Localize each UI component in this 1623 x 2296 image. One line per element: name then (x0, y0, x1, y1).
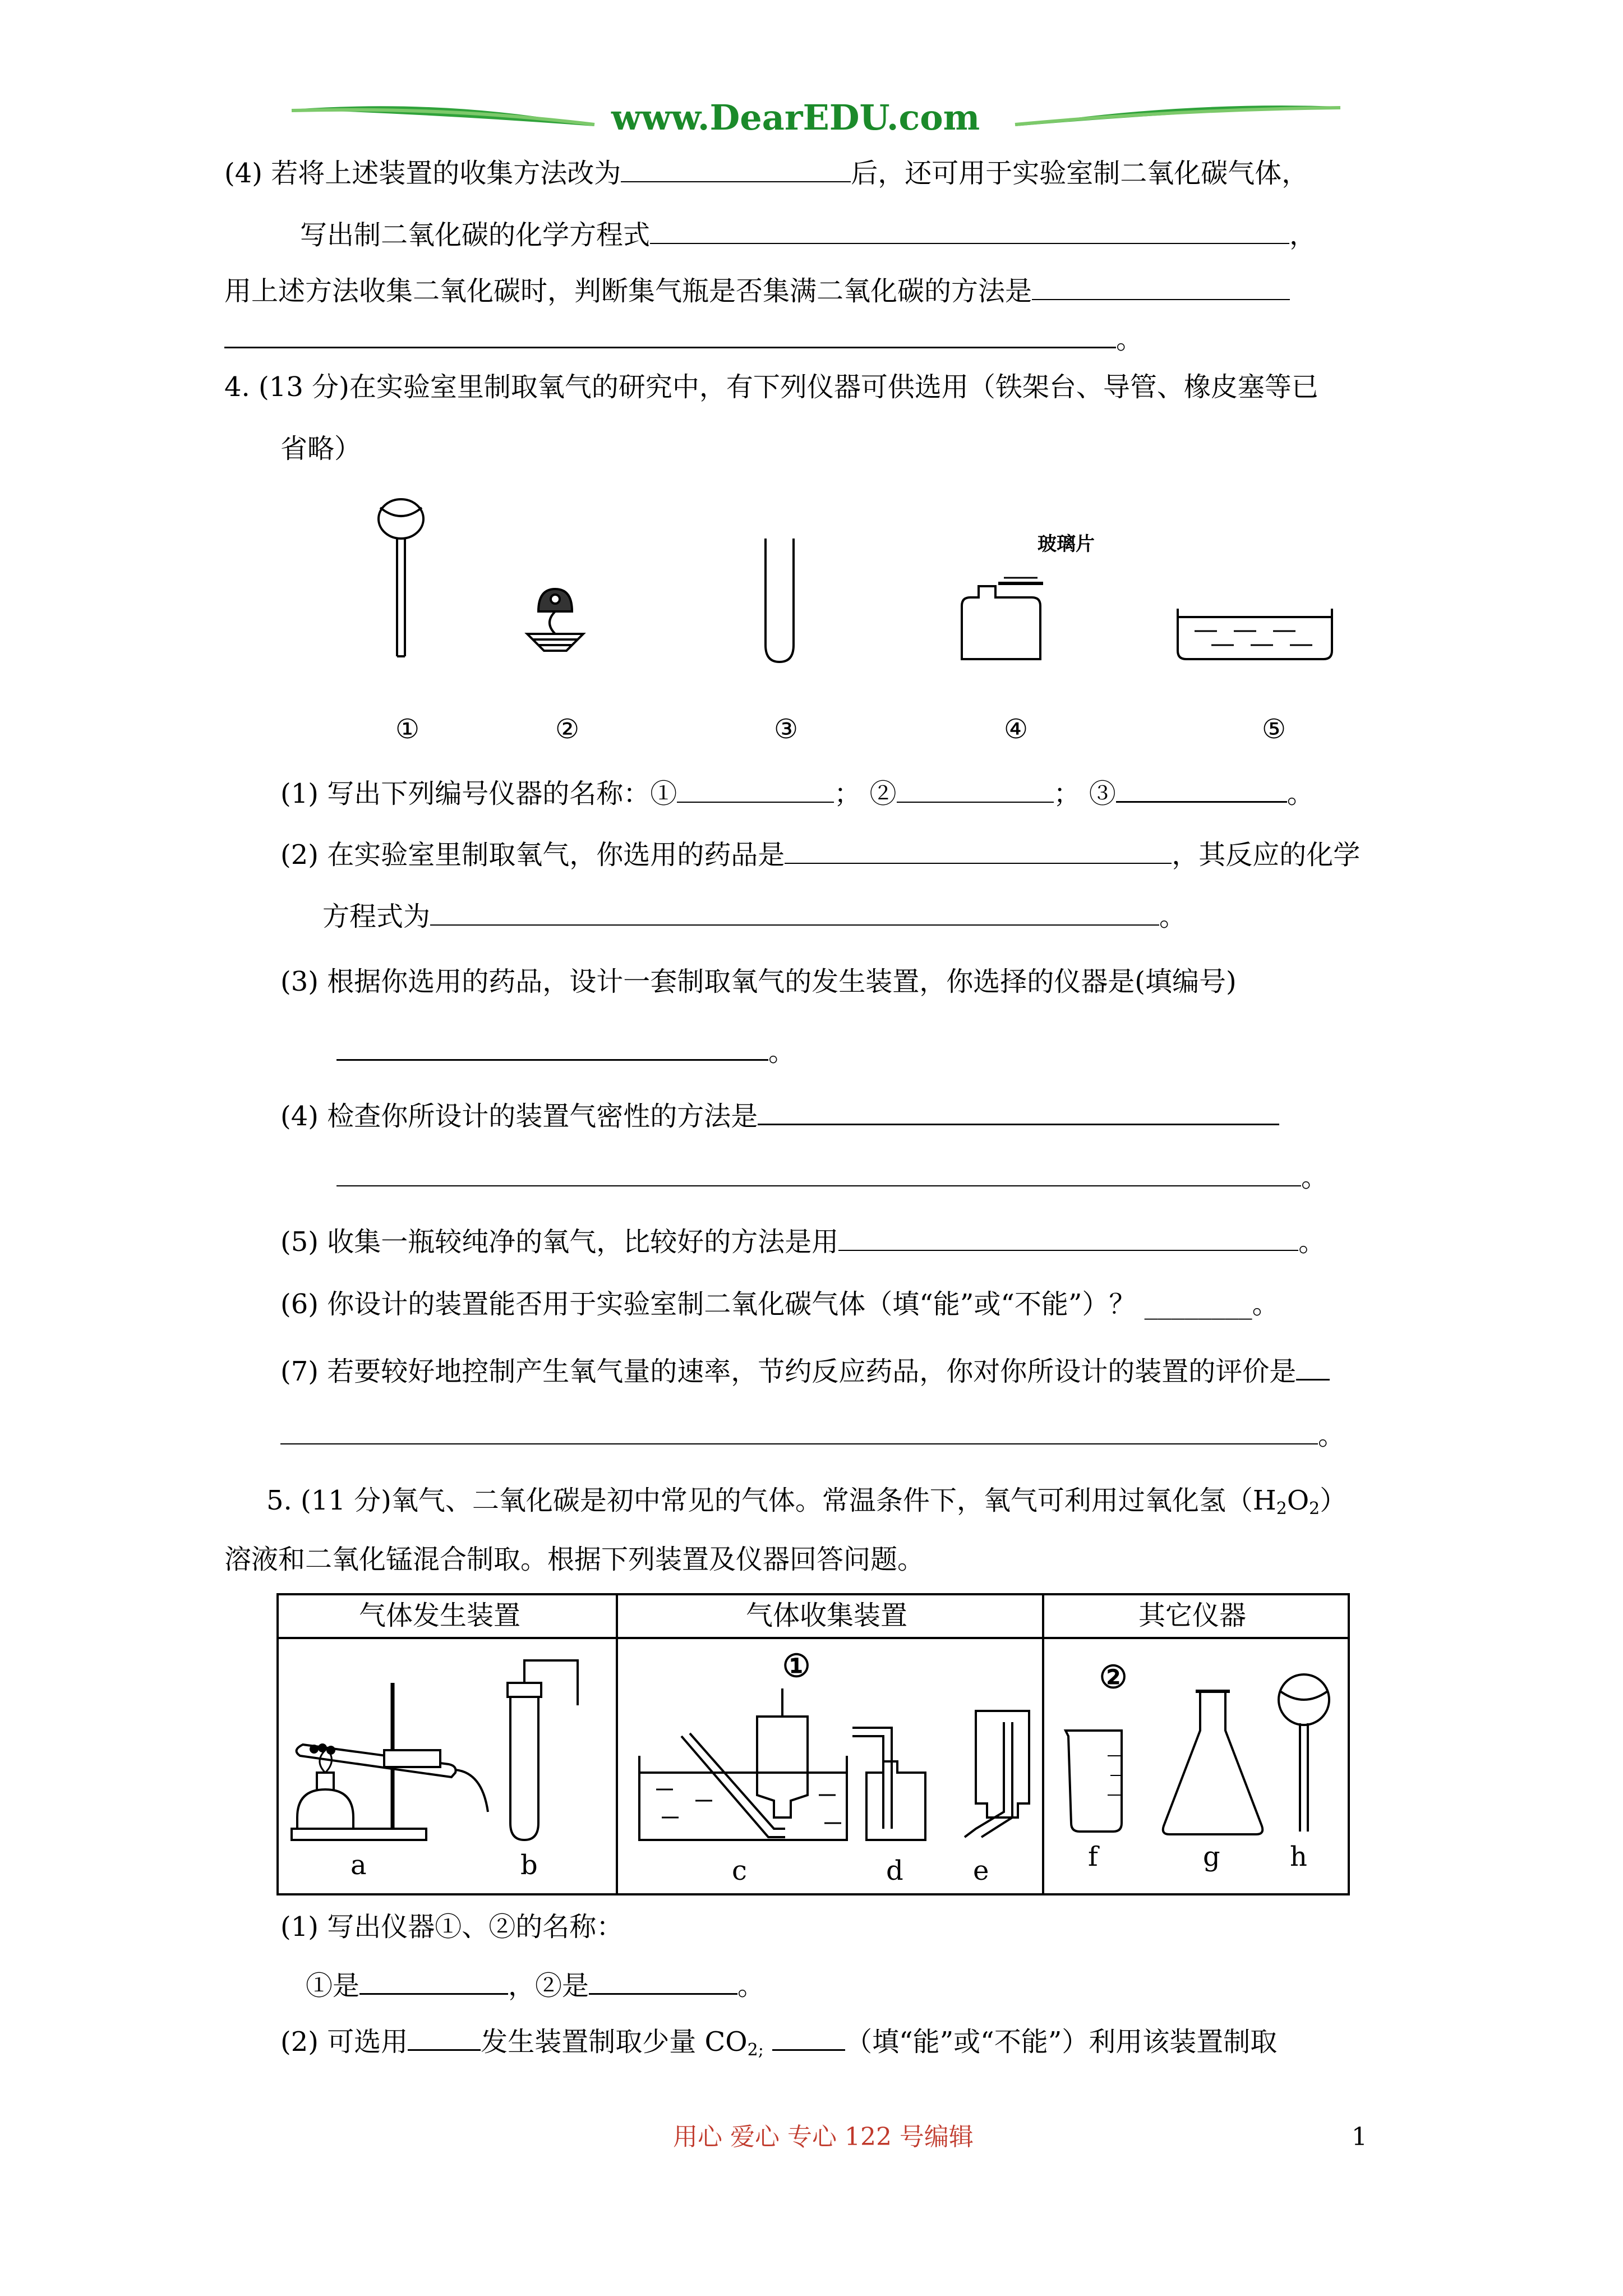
test-tube-figure (766, 539, 794, 662)
q4-answer-blank-evaluate-cont[interactable] (280, 1416, 1318, 1444)
q5-title-o: O (1287, 1485, 1310, 1516)
header-logo-text[interactable]: www.DearEDU.com (611, 97, 980, 138)
table-header-generation: 气体发生装置 (359, 1600, 521, 1631)
q5-title-text-c: ） (1320, 1485, 1347, 1516)
table-header-collection: 气体收集装置 (746, 1600, 908, 1631)
letter-f: f (1088, 1841, 1098, 1872)
test-tube-apparatus-b (508, 1660, 578, 1840)
q4-part3-line2 (336, 1032, 795, 1069)
q4-answer-blank-1[interactable] (677, 775, 834, 803)
q5-part1-text-c: 。 (737, 1970, 765, 2001)
label-4: ④ (1004, 714, 1029, 745)
upward-air-bottle-d (852, 1728, 925, 1840)
q4-part4-line1 (280, 1097, 1279, 1133)
q4-part1-text-b: ； ② (834, 778, 897, 809)
q4-answer-blank-3[interactable] (1116, 774, 1287, 803)
q4-answer-blank-evaluate[interactable] (1296, 1352, 1330, 1381)
q5-title-line1 (266, 1484, 1347, 1526)
label-2: ② (555, 714, 580, 745)
q5-part1-answers (306, 1966, 764, 2003)
q5-answer-blank-2[interactable] (589, 1966, 737, 1995)
q3-part4-text-a: (4) 若将上述装置的收集方法改为 (224, 158, 621, 189)
q4-part5-text-a: (5) 收集一瓶较纯净的氧气，比较好的方法是用 (280, 1226, 839, 1258)
glass-plate-label: 玻璃片 (1038, 533, 1095, 555)
q4-part2-line1 (280, 836, 1360, 872)
q5-part2-text-c: （填“能”或“不能”）利用该装置制取 (845, 2026, 1278, 2058)
long-neck-funnel-figure (379, 499, 423, 656)
water-collection-c (639, 1688, 847, 1840)
q5-part1-text-b: ，②是 (508, 1970, 589, 2001)
label-1: ① (395, 714, 420, 745)
marker-2: ② (1099, 1659, 1128, 1696)
letter-h: h (1290, 1841, 1307, 1872)
q3-part4-text-d: ， (1289, 219, 1317, 251)
q5-title-line2: 溶液和二氧化锰混合制取。根据下列装置及仪器回答问题。 (224, 1544, 925, 1575)
q4-part6: (6) 你设计的装置能否用于实验室制二氧化碳气体（填“能”或“不能”）？ ________。 (280, 1289, 1279, 1320)
q3-part4-line3 (224, 272, 1290, 308)
water-trough-figure (1178, 609, 1332, 659)
q5-part2-text-a: (2) 可选用 (280, 2026, 408, 2058)
marker-1: ① (782, 1648, 811, 1685)
conical-flask-g (1163, 1691, 1263, 1834)
q3-answer-blank-full-check-cont[interactable] (224, 320, 1116, 348)
q3-answer-blank-equation[interactable] (650, 216, 1289, 244)
q4-answer-blank-equation[interactable] (430, 898, 1159, 926)
q4-part7-text-a: (7) 若要较好地控制产生氧气量的速率，节约反应药品，你对你所设计的装置的评价是 (280, 1356, 1297, 1387)
q4-answer-blank-airtight-cont[interactable] (336, 1158, 1301, 1186)
q4-part7-line2 (280, 1416, 1345, 1452)
letter-d: d (886, 1855, 903, 1887)
q5-part1-text-a: ①是 (306, 1970, 360, 2001)
q4-part3-text-b: 。 (768, 1036, 796, 1068)
q3-answer-blank-method[interactable] (621, 154, 851, 182)
q5-title-sub2: 2 (1309, 1499, 1320, 1519)
letter-c: c (732, 1855, 747, 1887)
q4-answer-blank-reagent[interactable] (785, 836, 1172, 864)
q4-part2-text-d: 。 (1159, 901, 1187, 932)
q3-part4-text-c: 写出制二氧化碳的化学方程式 (300, 219, 651, 251)
q4-answer-blank-airtight[interactable] (758, 1097, 1279, 1125)
q4-part4-text-a: (4) 检查你所设计的装置气密性的方法是 (280, 1101, 758, 1132)
footer-text: 用心 爱心 专心 122 号编辑 (673, 2123, 974, 2151)
q4-part2-text-c: 方程式为 (322, 901, 431, 932)
q5-answer-blank-can[interactable] (772, 2022, 845, 2051)
q5-answer-blank-1[interactable] (359, 1966, 508, 1995)
apparatus-table (278, 1594, 1349, 1894)
table-header-other: 其它仪器 (1138, 1600, 1247, 1631)
q3-answer-blank-full-check[interactable] (1032, 272, 1290, 300)
q4-part2-text-a: (2) 在实验室里制取氧气，你选用的药品是 (280, 839, 785, 871)
letter-b: b (520, 1849, 538, 1881)
q4-part1-text-d: 。 (1287, 778, 1314, 809)
gas-collecting-bottle-figure (962, 578, 1043, 659)
letter-e: e (973, 1855, 989, 1887)
q4-answer-blank-instruments[interactable] (336, 1032, 768, 1061)
q3-part4-line2 (300, 216, 1316, 252)
q4-answer-blank-2[interactable] (897, 775, 1054, 803)
q4-answer-blank-collect[interactable] (838, 1223, 1298, 1251)
q4-part1-text-c: ； ③ (1053, 778, 1116, 809)
q5-part1: (1) 写出仪器①、②的名称： (280, 1911, 624, 1943)
q4-part7-text-b: 。 (1318, 1420, 1345, 1451)
q4-title-line1: 4. (13 分)在实验室里制取氧气的研究中，有下列仪器可供选用（铁架台、导管、橡皮塞等已 (224, 371, 1318, 403)
q4-part2-line2 (322, 898, 1186, 933)
q4-part1-text-a: (1) 写出下列编号仪器的名称：① (280, 778, 677, 809)
q4-part5-text-b: 。 (1298, 1226, 1326, 1258)
q4-part3-line1: (3) 根据你选用的药品，设计一套制取氧气的发生装置，你选择的仪器是(填编号) (280, 966, 1237, 997)
letter-a: a (351, 1849, 367, 1881)
q4-part5 (280, 1223, 1325, 1259)
q5-title-sub1: 2 (1276, 1499, 1287, 1519)
alcohol-lamp-figure (527, 589, 583, 651)
q5-answer-blank-device[interactable] (408, 2022, 481, 2051)
heating-apparatus-a (292, 1683, 488, 1840)
page-number: 1 (1352, 2123, 1367, 2151)
q4-part2-text-b: ，其反应的化学 (1172, 839, 1361, 871)
funnel-h (1279, 1674, 1329, 1832)
q5-part2 (280, 2022, 1277, 2067)
letter-g: g (1203, 1841, 1220, 1872)
q4-part4-text-b: 。 (1301, 1162, 1329, 1193)
label-5: ⑤ (1262, 714, 1287, 745)
q3-part4-text-f: 。 (1116, 324, 1144, 355)
q3-part4-line1 (224, 154, 1308, 190)
q5-title-text-a: 5. (11 分)氧气、二氧化碳是初中常见的气体。常温条件下，氧气可利用过氧化氢（H (266, 1485, 1276, 1516)
label-3: ③ (774, 714, 799, 745)
q5-part2-text-b: 发生装置制取少量 CO (481, 2026, 748, 2058)
q3-part4-line4 (224, 320, 1143, 356)
downward-air-bottle-e (965, 1711, 1029, 1837)
q4-part4-line2 (336, 1158, 1328, 1194)
q3-part4-text-e: 用上述方法收集二氧化碳时，判断集气瓶是否集满二氧化碳的方法是 (224, 275, 1032, 307)
q3-part4-text-b: 后，还可用于实验室制二氧化碳气体， (851, 158, 1309, 189)
q4-part1 (280, 774, 1314, 811)
beaker-f (1066, 1731, 1122, 1832)
q4-part7-line1 (280, 1352, 1330, 1388)
q5-part2-sub: 2; (747, 2040, 764, 2060)
q4-title-line2: 省略） (280, 433, 362, 464)
